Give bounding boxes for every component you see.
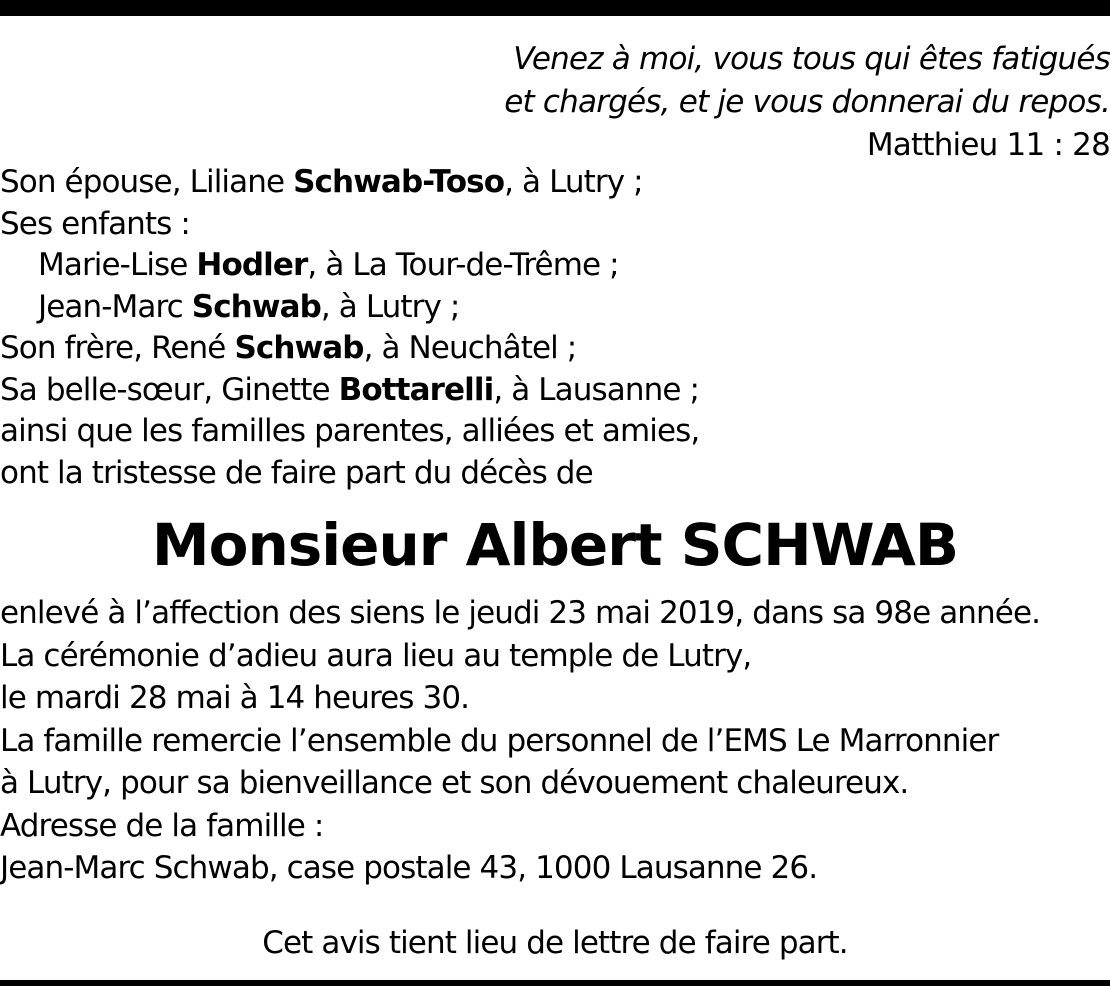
family-list <box>0 162 1100 494</box>
brother-line <box>0 328 1100 370</box>
children-label: Ses enfants : <box>0 205 190 242</box>
sister-in-law-surname: Bottarelli <box>338 371 494 408</box>
child-2-surname: Schwab <box>191 288 321 325</box>
child-1-suffix: , à La Tour-de-Trême ; <box>307 247 619 283</box>
details-line-3: le mardi 28 mai à 14 heures 30. <box>0 680 470 716</box>
bottom-border-rule <box>0 980 1110 986</box>
quote-reference: Matthieu 11 : 28 <box>866 127 1110 163</box>
details-line-1: enlevé à l’affection des siens le jeudi 23 mai 2019, dans sa 98e année. <box>0 595 1041 631</box>
top-border-rule <box>0 0 1110 16</box>
footer-note: Cet avis tient lieu de lettre de faire part. <box>262 925 848 961</box>
child-2-suffix: , à Lutry ; <box>320 288 460 325</box>
deceased-name: Monsieur Albert SCHWAB <box>151 511 959 579</box>
details-line-6: Adresse de la famille : <box>0 807 324 844</box>
quote-line-2: et chargés, et je vous donnerai du repos. <box>504 84 1110 120</box>
child-2-prefix: Jean-Marc <box>38 288 192 325</box>
child-line-1 <box>0 245 1100 287</box>
details-line-7: Jean-Marc Schwab, case postale 43, 1000 Lausanne 26. <box>0 850 818 886</box>
sister-in-law-prefix: Sa belle-sœur, Ginette <box>0 371 339 408</box>
sister-in-law-line <box>0 370 1100 412</box>
announcement-details <box>0 592 1100 890</box>
announcement-line: ont la tristesse de faire part du décès de <box>0 454 593 491</box>
details-line-2: La cérémonie d’adieu aura lieu au temple de Lutry, <box>0 637 752 674</box>
brother-suffix: , à Neuchâtel ; <box>363 330 577 366</box>
details-line-4: La famille remercie l’ensemble du personnel de l’EMS Le Marronnier <box>0 722 999 759</box>
brother-prefix: Son frère, René <box>0 330 235 366</box>
child-1-surname: Hodler <box>196 247 308 283</box>
child-1-prefix: Marie-Lise <box>38 247 197 283</box>
spouse-line <box>0 162 1100 204</box>
child-line-2 <box>0 287 1100 329</box>
other-relatives-line: ainsi que les familles parentes, alliées et amies, <box>0 413 700 449</box>
spouse-suffix: , à Lutry ; <box>504 164 643 200</box>
details-line-5: à Lutry, pour sa bienveillance et son dévouement chaleureux. <box>0 765 909 801</box>
brother-surname: Schwab <box>234 330 364 366</box>
spouse-prefix: Son épouse, Liliane <box>0 164 294 200</box>
bible-quote <box>410 38 1110 167</box>
quote-line-1: Venez à moi, vous tous qui êtes fatigués <box>513 41 1110 77</box>
spouse-surname: Schwab-Toso <box>293 164 505 200</box>
sister-in-law-suffix: , à Lausanne ; <box>493 371 699 408</box>
